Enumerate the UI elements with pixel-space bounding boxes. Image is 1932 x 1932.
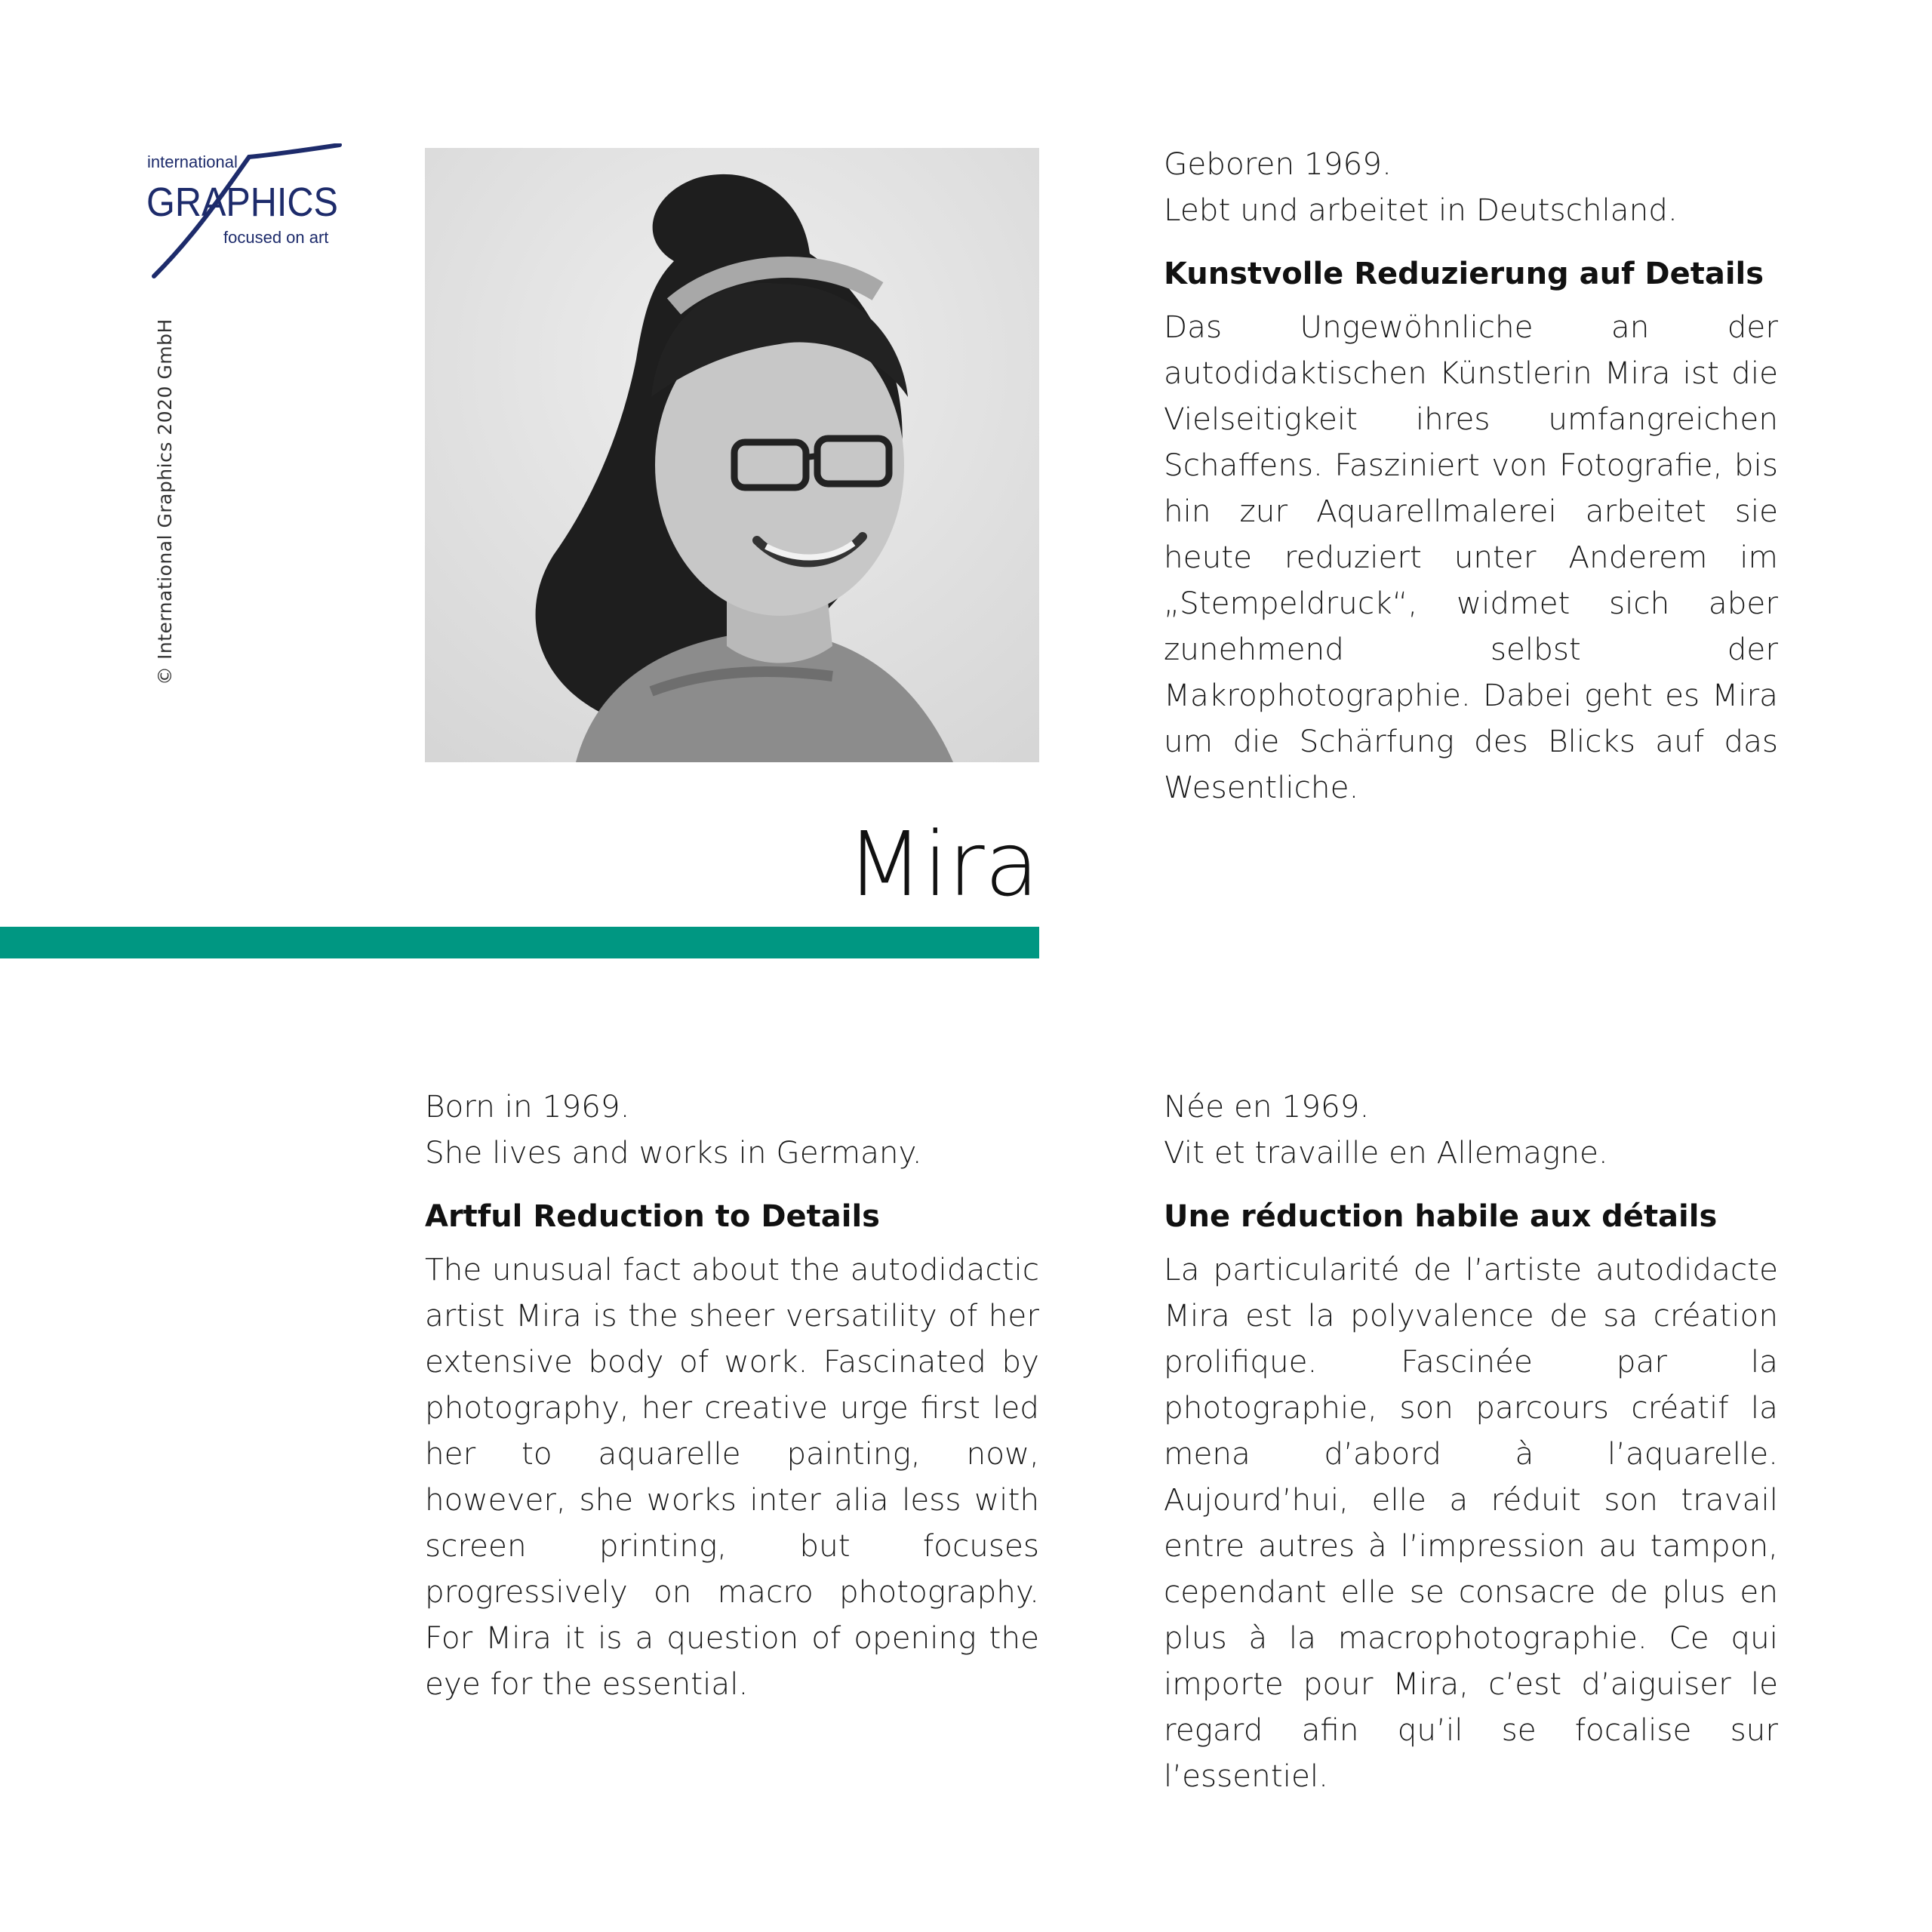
logo-graphic <box>143 143 362 287</box>
bio-german <box>1164 141 1778 811</box>
bio-german-heading: Kunstvolle Reduzierung auf Details <box>1164 257 1764 291</box>
logo-top-text: international <box>147 152 238 171</box>
bio-english-heading: Artful Reduction to Details <box>425 1199 880 1234</box>
bio-german-born: Geboren 1969. <box>1164 146 1392 182</box>
bio-french-born: Née en 1969. <box>1164 1088 1370 1124</box>
bio-french-intro <box>1164 1084 1778 1176</box>
bio-french-body: La particularité de l’artiste autodidacte Mira est la polyvalence de sa création prolifique. Fascinée par la photographie, son parcours créatif la mena d’abord à l’aquarelle. Aujourd’hui, elle a réduit son travail entre autres à l’impression au tampon, cependant elle se consacre de plus en plus à la macrophotographie. Ce qui importe pour Mira, c’est d’aiguiser le regard afin qu’il se focalise sur l’essentiel. <box>1164 1251 1778 1794</box>
bio-english-body: The unusual fact about the autodidactic artist Mira is the sheer versatility of her extensive body of work. Fascinated by photography, her creative urge first led her to aquarelle painting, now, however, she works inter alia less with screen printing, but focuses progressively on macro photography. For Mira it is a question of opening the eye for the essential. <box>425 1251 1039 1702</box>
bio-french-residence: Vit et travaille en Allemagne. <box>1164 1134 1608 1171</box>
artist-portrait <box>425 148 1039 762</box>
international-graphics-logo <box>143 143 362 287</box>
logo-brand: GRAPHICS <box>146 180 338 225</box>
bio-german-intro <box>1164 141 1778 233</box>
bio-english-residence: She lives and works in Germany. <box>425 1134 922 1171</box>
bio-french-heading: Une réduction habile aux détails <box>1164 1199 1718 1234</box>
portrait-illustration <box>425 148 1039 762</box>
artist-name: Mira <box>846 812 1039 916</box>
bio-german-body: Das Ungewöhnliche an der autodidaktischen Künstlerin Mira ist die Vielseitigkeit ihres umfangreichen Schaffens. Fasziniert von Fotografie, bis hin zur Aquarellmalerei arbeitet sie heute reduziert unter Anderem im „Stempeldruck“, widmet sich aber zunehmend selbst der Makrophotographie. Dabei geht es Mira um die Schärfung des Blicks auf das Wesentliche. <box>1164 309 1778 805</box>
bio-english-born: Born in 1969. <box>425 1088 630 1124</box>
bio-french <box>1164 1084 1778 1799</box>
bio-english <box>425 1084 1039 1707</box>
accent-bar <box>0 927 1039 958</box>
logo-tagline: focused on art <box>223 228 329 247</box>
bio-english-intro <box>425 1084 1039 1176</box>
bio-german-residence: Lebt und arbeitet in Deutschland. <box>1164 192 1678 228</box>
copyright-note: © International Graphics 2020 GmbH <box>154 318 176 685</box>
